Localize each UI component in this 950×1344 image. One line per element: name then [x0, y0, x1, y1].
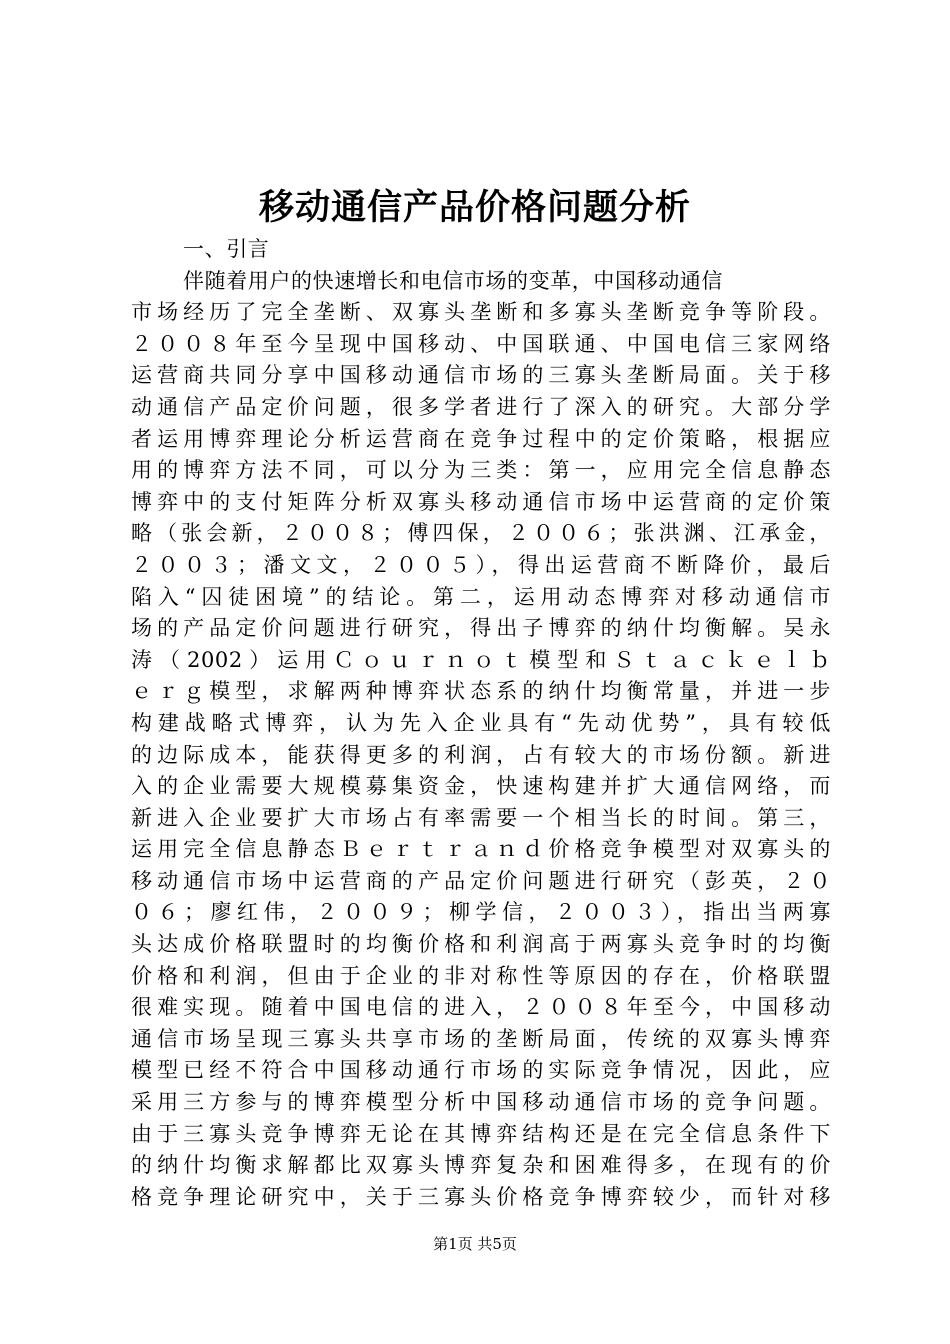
section-heading: 一、引言: [183, 237, 270, 261]
paragraph-line: ０６；廖红伟，２００９；柳学信，２００３），指出当两寡: [131, 900, 831, 925]
paragraph-line: ｅｒｇ模型，求解两种博弈状态系的纳什均衡常量，并进一步: [131, 679, 831, 704]
paragraph-line: 运用完全信息静态Ｂｅｒｔｒａｎｄ价格竞争模型对双寡头的: [131, 837, 831, 862]
paragraph-line: 由于三寡头竞争博弈无论在其博弈结构还是在完全信息条件下: [131, 1121, 831, 1146]
paragraph-line: 价格和利润，但由于企业的非对称性等原因的存在，价格联盟: [131, 963, 831, 988]
paragraph-line: ２００８年至今呈现中国移动、中国联通、中国电信三家网络: [131, 331, 831, 356]
paragraph-line: ２００３；潘文文，２００５），得出运营商不断降价，最后: [131, 552, 831, 577]
paragraph-line: 者运用博弈理论分析运营商在竞争过程中的定价策略，根据应: [131, 426, 831, 451]
paragraph-line: 新进入企业要扩大市场占有率需要一个相当长的时间。第三，: [131, 805, 831, 830]
paragraph-line: 头达成价格联盟时的均衡价格和利润高于两寡头竞争时的均衡: [131, 932, 831, 957]
paragraph-line: 模型已经不符合中国移动通行市场的实际竞争情况，因此，应: [131, 1058, 831, 1083]
paragraph-line: 市场经历了完全垄断、双寡头垄断和多寡头垄断竞争等阶段。: [131, 300, 831, 325]
paragraph-line: 采用三方参与的博弈模型分析中国移动通信市场的竞争问题。: [131, 1090, 831, 1115]
paragraph-line: 用的博弈方法不同，可以分为三类：第一，应用完全信息静态: [131, 458, 831, 483]
paragraph-line: 构建战略式博弈，认为先入企业具有“先动优势”，具有较低: [131, 710, 831, 735]
page-title: 移动通信产品价格问题分析: [258, 187, 691, 228]
paragraph-line: 博弈中的支付矩阵分析双寡头移动通信市场中运营商的定价策: [131, 489, 831, 514]
page-footer: 第1页 共5页: [433, 1235, 517, 1253]
paragraph-line: 很难实现。随着中国电信的进入，２００８年至今，中国移动: [131, 995, 831, 1020]
paragraph-line: 移动通信市场中运营商的产品定价问题进行研究（彭英，２０: [131, 868, 831, 893]
paragraph-line: 伴随着用户的快速增长和电信市场的变革，中国移动通信: [183, 268, 723, 293]
document-body: [131, 234, 831, 1213]
paragraph-line: 涛（2002）运用Ｃｏｕｒｎｏｔ模型和Ｓｔａｃｋｅｌｂ: [131, 647, 831, 672]
paragraph-line: 格竞争理论研究中，关于三寡头价格竞争博弈较少，而针对移: [131, 1184, 831, 1209]
paragraph-line: 运营商共同分享中国移动通信市场的三寡头垄断局面。关于移: [131, 363, 831, 388]
paragraph-line: 略（张会新，２００８；傅四保，２００６；张洪渊、江承金，: [131, 521, 831, 546]
paragraph-line: 动通信产品定价问题，很多学者进行了深入的研究。大部分学: [131, 394, 831, 419]
paragraph-line: 入的企业需要大规模募集资金，快速构建并扩大通信网络，而: [131, 774, 831, 799]
paragraph-line: 陷入“囚徒困境”的结论。第二，运用动态博弈对移动通信市: [131, 584, 831, 609]
paragraph-line: 场的产品定价问题进行研究，得出子博弈的纳什均衡解。吴永: [131, 616, 831, 641]
paragraph-line: 通信市场呈现三寡头共享市场的垄断局面，传统的双寡头博弈: [131, 1026, 831, 1051]
paragraph-line: 的纳什均衡求解都比双寡头博弈复杂和困难得多，在现有的价: [131, 1153, 831, 1178]
paragraph-line: 的边际成本，能获得更多的利润，占有较大的市场份额。新进: [131, 742, 831, 767]
